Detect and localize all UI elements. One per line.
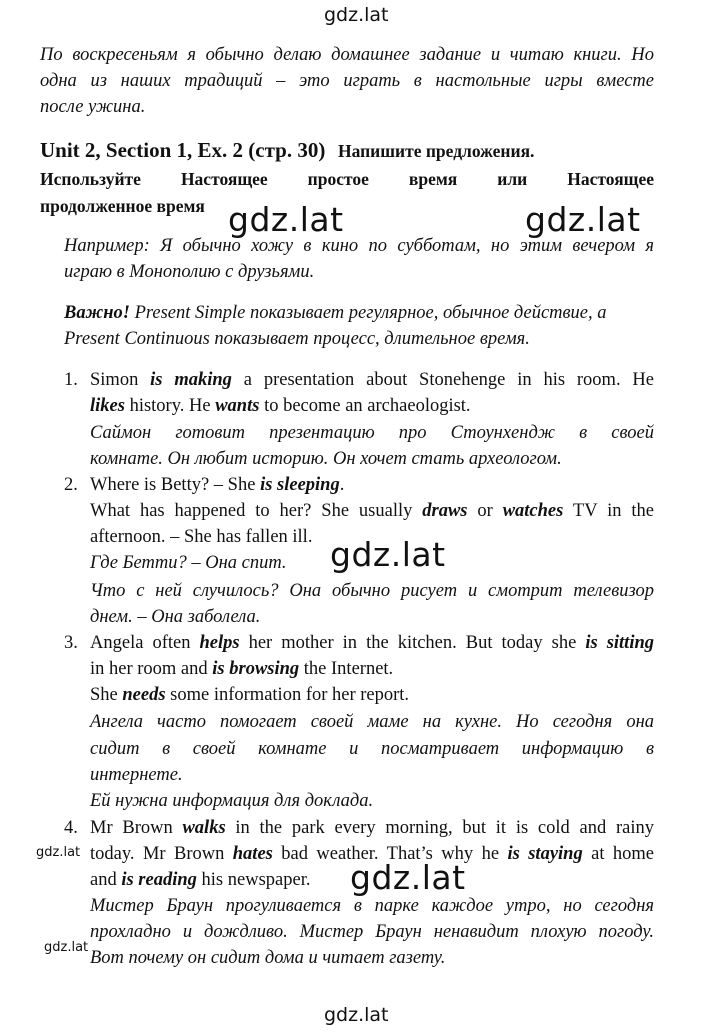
item-1-translation-2: комнате. Он любит историю. Он хочет стать археологом. (90, 449, 562, 469)
text: . (339, 475, 345, 495)
watermark-left-2: gdz.lat (44, 940, 89, 955)
verb-highlight: is sleeping (260, 475, 340, 495)
watermark-left-1: gdz.lat (36, 845, 81, 860)
text: Simon (90, 370, 151, 390)
verb-highlight: is staying (507, 844, 583, 864)
verb-highlight: needs (122, 685, 166, 705)
item-2-line-2 (90, 498, 654, 524)
intro-line-2: одна из наших традиций – это играть в настольные игры вместе (40, 71, 654, 91)
text: a presentation about Stonehenge in his room. He (231, 370, 654, 390)
verb-highlight: hates (232, 844, 273, 864)
text: She (90, 685, 123, 705)
text: in her room and (90, 659, 213, 679)
item-2-translation-2: Что с ней случилось? Она обычно рисует и смотрит телевизор (90, 581, 654, 601)
item-3-line-3 (90, 682, 409, 708)
text: history. He (124, 396, 216, 416)
watermark-lower-right: gdz.lat (350, 858, 466, 897)
item-3-translation-4: Ей нужна информация для доклада. (90, 791, 374, 811)
text: his newspaper. (196, 870, 311, 890)
text: at home (582, 844, 655, 864)
text: Where is Betty? – She (90, 475, 261, 495)
verb-highlight: walks (182, 818, 226, 838)
item-3-translation-3: интернете. (90, 765, 183, 785)
watermark-mid-left: gdz.lat (228, 200, 344, 239)
item-2-translation-3: днем. – Она заболела. (90, 607, 261, 627)
item-2-line-1 (90, 472, 344, 498)
intro-line-1: По воскресеньям я обычно делаю домашнее задание и читаю книги. Но (40, 45, 654, 65)
verb-highlight: is reading (121, 870, 197, 890)
item-number-3: 3. (64, 633, 78, 653)
item-1-line-2 (90, 393, 471, 419)
text: bad weather. That’s why he (272, 844, 508, 864)
item-1-translation-1: Саймон готовит презентацию про Стоунхендж в своей (90, 423, 654, 443)
text: Angela often (90, 633, 200, 653)
item-3-translation-1: Ангела часто помогает своей маме на кухне. Но сегодня она (90, 712, 654, 732)
text: in the park every morning, but it is cold and rainy (225, 818, 654, 838)
verb-highlight: draws (422, 501, 468, 521)
verb-highlight: wants (215, 396, 260, 416)
watermark-center: gdz.lat (330, 535, 446, 574)
item-3-line-1 (90, 630, 654, 656)
text: or (467, 501, 503, 521)
task-line-3: продолженное время (40, 196, 205, 216)
item-4-translation-1: Мистер Браун прогуливается в парке каждое утро, но сегодня (90, 896, 654, 916)
item-4-translation-3: Вот почему он сидит дома и читает газету. (90, 948, 446, 968)
verb-highlight: likes (90, 396, 125, 416)
note-line-1 (64, 300, 654, 326)
unit-title: Unit 2, Section 1, Ex. 2 (стр. 30) (40, 138, 326, 162)
text: today. Mr Brown (90, 844, 233, 864)
text: to become an archaeologist. (259, 396, 471, 416)
text: Mr Brown (90, 818, 183, 838)
task-line-1: Напишите предложения. (337, 141, 535, 161)
example-line-1: Например: Я обычно хожу в кино по субботам, но этим вечером я (64, 236, 654, 256)
item-number-2: 2. (64, 475, 78, 495)
task-line-2: Используйте Настоящее простое время или Настоящее (40, 169, 654, 189)
note-label: Важно! (64, 303, 130, 323)
text: TV in the (563, 501, 654, 521)
example-line-2: играю в Монополию с друзьями. (64, 262, 315, 282)
item-2-translation-1: Где Бетти? – Она спит. (90, 553, 287, 573)
item-4-line-2 (90, 841, 654, 867)
note-line-2: Present Continuous показывает процесс, длительное время. (64, 329, 530, 349)
item-number-4: 4. (64, 818, 78, 838)
intro-line-3: после ужина. (40, 97, 146, 117)
watermark-top: gdz.lat (324, 4, 389, 26)
note-text-1: Present Simple показывает регулярное, обычное действие, а (129, 303, 607, 323)
item-2-line-3: afternoon. – She has fallen ill. (90, 527, 313, 547)
verb-highlight: helps (199, 633, 240, 653)
item-number-1: 1. (64, 370, 78, 390)
watermark-bottom: gdz.lat (324, 1004, 389, 1026)
exercise-heading (40, 137, 654, 165)
item-4-line-3 (90, 867, 310, 893)
verb-highlight: is making (150, 370, 232, 390)
verb-highlight: is browsing (212, 659, 300, 679)
item-1-line-1 (90, 367, 654, 393)
item-3-line-2 (90, 656, 393, 682)
item-4-translation-2: прохладно и дождливо. Мистер Браун ненавидит плохую погоду. (90, 922, 654, 942)
verb-highlight: watches (502, 501, 564, 521)
item-4-line-1 (90, 815, 654, 841)
text: and (90, 870, 122, 890)
text: her mother in the kitchen. But today she (239, 633, 586, 653)
watermark-mid-right: gdz.lat (525, 200, 641, 239)
text: the Internet. (299, 659, 394, 679)
item-3-translation-2: сидит в своей комнате и посматривает информацию в (90, 739, 654, 759)
text: some information for her report. (165, 685, 410, 705)
text: What has happened to her? She usually (90, 501, 423, 521)
verb-highlight: is sitting (585, 633, 655, 653)
